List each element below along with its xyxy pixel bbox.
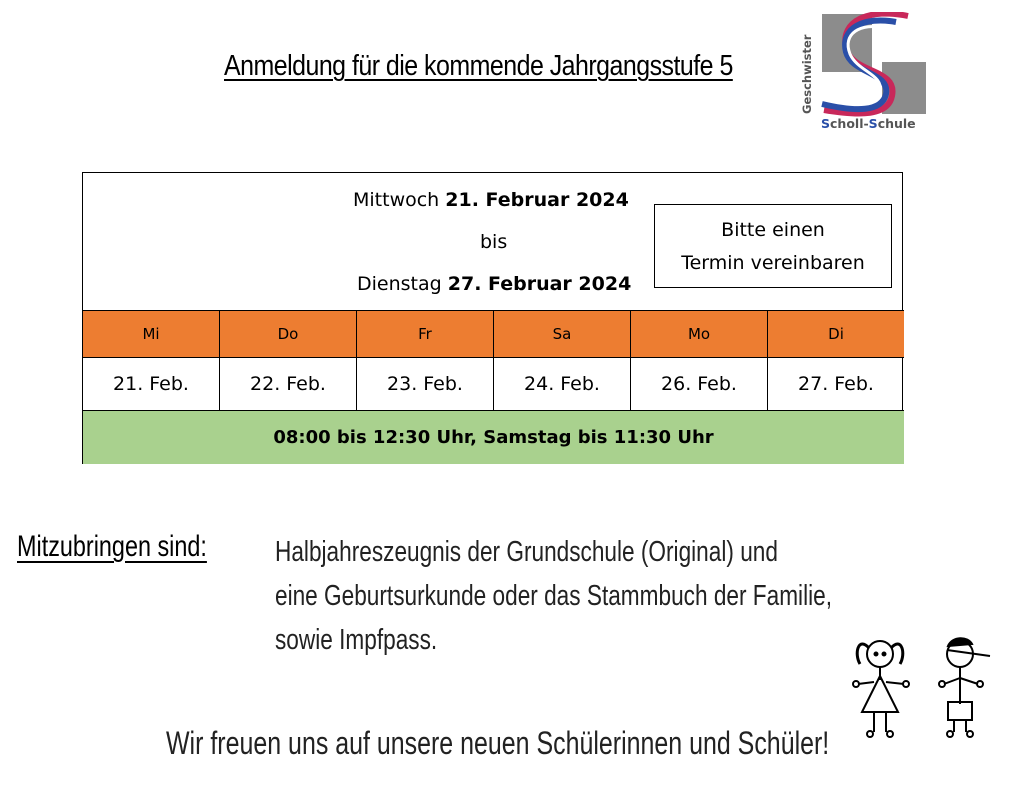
logo-caption: Scholl-Schule [821, 116, 916, 131]
appointment-note-line2: Termin vereinbaren [681, 252, 865, 274]
appointment-note-line1: Bitte einen [721, 219, 825, 241]
date-cell: 26. Feb. [630, 358, 767, 410]
schedule-table [82, 172, 903, 464]
date-cell: 27. Feb. [767, 358, 904, 410]
page-title: Anmeldung für die kommende Jahrgangsstufe 5 [224, 50, 733, 82]
weekday-cell: Sa [493, 311, 630, 357]
date-row [83, 358, 904, 411]
weekday-cell: Fr [356, 311, 493, 357]
range-separator: bis [480, 231, 508, 253]
logo-vertical-text: Geschwister [800, 34, 814, 114]
date-cell: 24. Feb. [493, 358, 630, 410]
weekday-row [83, 310, 904, 358]
date-cell: 23. Feb. [356, 358, 493, 410]
closing-message: Wir freuen uns auf unsere neuen Schülerinnen und Schüler! [166, 725, 830, 761]
weekday-cell: Di [767, 311, 904, 357]
weekday-cell: Mi [142, 325, 160, 343]
documents-line: sowie Impfpass. [275, 624, 438, 656]
opening-hours: 08:00 bis 12:30 Uhr, Samstag bis 11:30 Uhr [83, 411, 904, 464]
weekday-cell: Do [219, 311, 356, 357]
documents-line: Halbjahreszeugnis der Grundschule (Original) und [275, 536, 778, 568]
stick-figure-children-icon [848, 632, 998, 744]
date-cell: 21. Feb. [113, 373, 189, 395]
date-cell: 22. Feb. [219, 358, 356, 410]
range-to: Dienstag 27. Februar 2024 [357, 273, 632, 295]
appointment-note [654, 204, 892, 288]
range-from: Mittwoch 21. Februar 2024 [353, 189, 629, 211]
documents-label: Mitzubringen sind: [17, 530, 207, 563]
documents-line: eine Geburtsurkunde oder das Stammbuch der Familie, [275, 580, 832, 612]
weekday-cell: Mo [630, 311, 767, 357]
